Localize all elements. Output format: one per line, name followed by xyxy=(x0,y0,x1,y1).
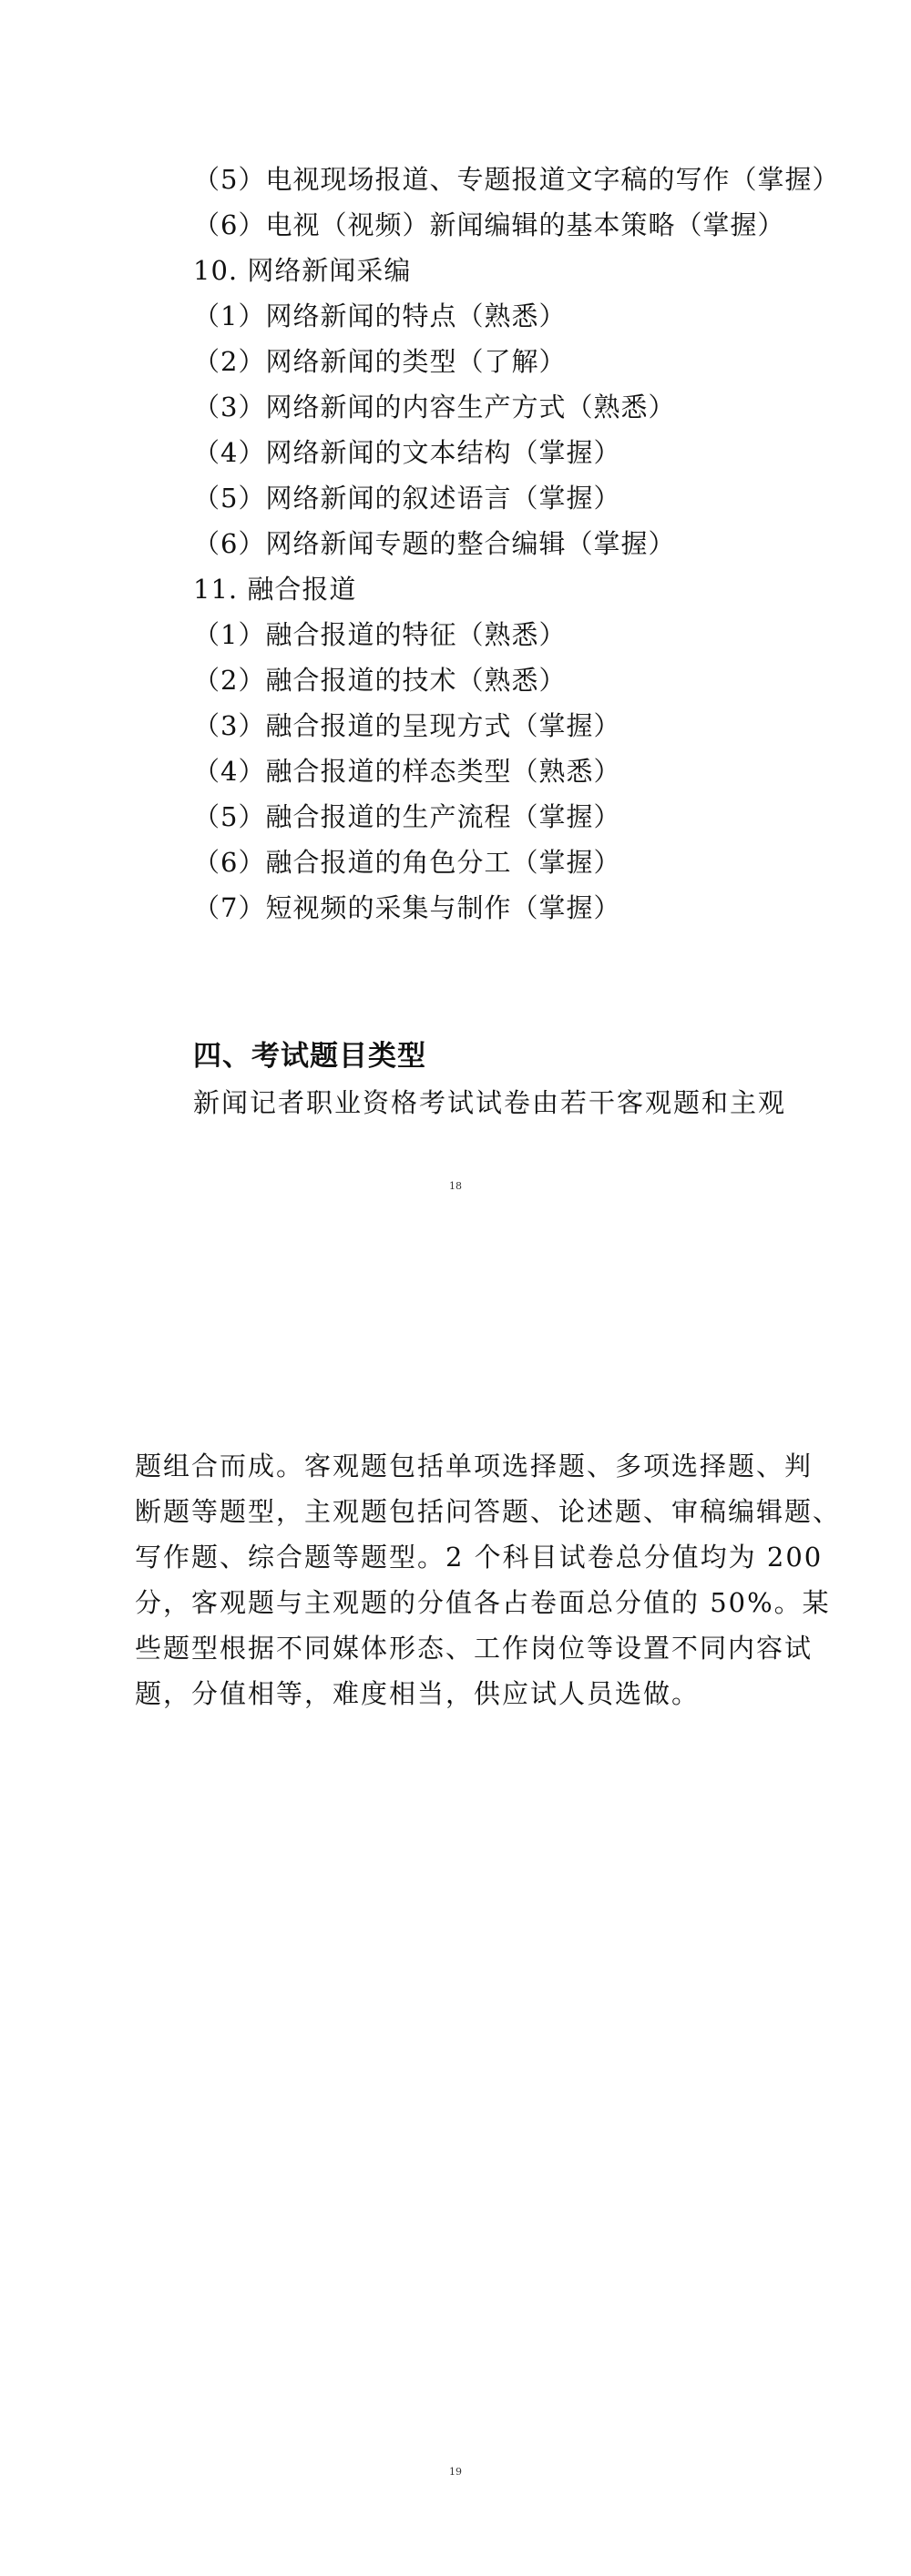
paragraph-line-4: 分，客观题与主观题的分值各占卷面总分值的 50%。某 xyxy=(135,1587,831,1618)
section-11-item-2: （2）融合报道的技术（熟悉） xyxy=(193,665,567,696)
section-11-item-1: （1）融合报道的特征（熟悉） xyxy=(193,619,567,650)
section-11-item-6: （6）融合报道的角色分工（掌握） xyxy=(193,847,621,878)
paragraph-line-3: 写作题、综合题等题型。2 个科目试卷总分值均为 200 xyxy=(135,1542,824,1573)
paragraph-line-5: 些题型根据不同媒体形态、工作岗位等设置不同内容试 xyxy=(135,1633,814,1664)
section-10-item-4: （4）网络新闻的文本结构（掌握） xyxy=(193,437,621,468)
section-10-item-2: （2）网络新闻的类型（了解） xyxy=(193,346,567,377)
section-11-item-4: （4）融合报道的样态类型（熟悉） xyxy=(193,756,621,787)
section-10-item-5: （5）网络新闻的叙述语言（掌握） xyxy=(193,483,621,514)
tv-item-5: （5）电视现场报道、专题报道文字稿的写作（掌握） xyxy=(193,164,840,195)
tv-item-6: （6）电视（视频）新闻编辑的基本策略（掌握） xyxy=(193,209,785,240)
paragraph-line-6: 题，分值相等，难度相当，供应试人员选做。 xyxy=(135,1678,701,1709)
section-11-item-3: （3）融合报道的呈现方式（掌握） xyxy=(193,710,621,741)
section-10-heading: 10. 网络新闻采编 xyxy=(193,255,412,286)
section-10-item-6: （6）网络新闻专题的整合编辑（掌握） xyxy=(193,528,676,559)
section-11-item-7: （7）短视频的采集与制作（掌握） xyxy=(193,892,621,923)
paragraph-line-1: 题组合而成。客观题包括单项选择题、多项选择题、判 xyxy=(135,1451,814,1481)
part-4-paragraph-start: 新闻记者职业资格考试试卷由若干客观题和主观 xyxy=(193,1087,787,1118)
section-11-heading: 11. 融合报道 xyxy=(193,574,357,605)
part-4-heading: 四、考试题目类型 xyxy=(193,1040,426,1073)
page-number-18: 18 xyxy=(449,1180,462,1192)
section-10-item-3: （3）网络新闻的内容生产方式（熟悉） xyxy=(193,392,676,423)
section-10-item-1: （1）网络新闻的特点（熟悉） xyxy=(193,300,567,331)
page-number-19: 19 xyxy=(449,2466,462,2478)
page-19 xyxy=(0,1288,911,2576)
section-11-item-5: （5）融合报道的生产流程（掌握） xyxy=(193,801,621,832)
paragraph-line-2: 断题等题型，主观题包括问答题、论述题、审稿编辑题、 xyxy=(135,1496,842,1527)
